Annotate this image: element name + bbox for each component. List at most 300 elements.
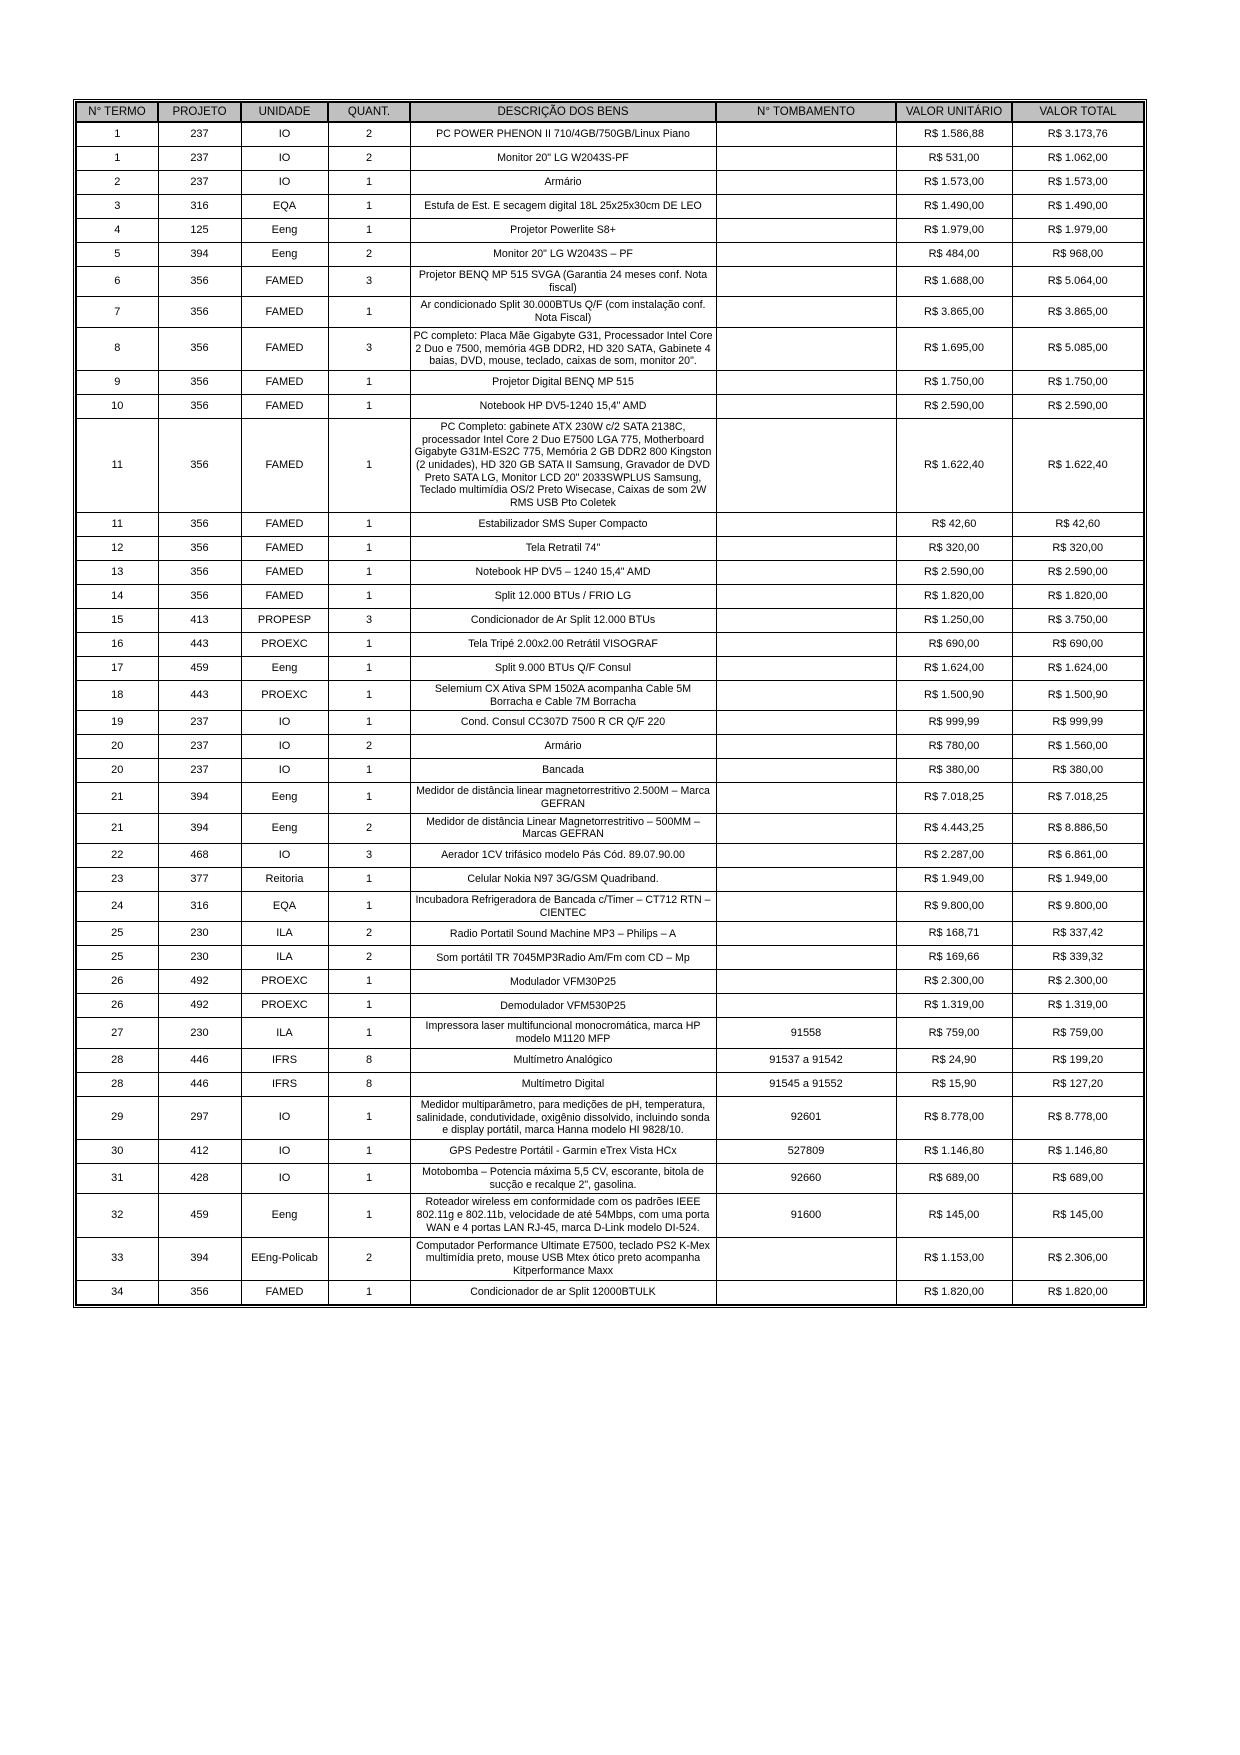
cell-unidade: FAMED: [241, 327, 328, 370]
cell-unidade: FAMED: [241, 584, 328, 608]
cell-tombamento: [716, 327, 896, 370]
cell-valor-total: R$ 7.018,25: [1012, 783, 1144, 813]
cell-projeto: 394: [158, 783, 241, 813]
cell-tombamento: [716, 560, 896, 584]
cell-valor-unitario: R$ 2.590,00: [896, 560, 1012, 584]
cell-valor-total: R$ 339,32: [1012, 946, 1144, 970]
cell-valor-unitario: R$ 999,99: [896, 711, 1012, 735]
cell-tombamento: [716, 512, 896, 536]
cell-valor-unitario: R$ 759,00: [896, 1018, 1012, 1048]
cell-termo: 10: [76, 394, 158, 418]
cell-termo: 29: [76, 1096, 158, 1139]
table-row: [76, 892, 1144, 922]
cell-valor-total: R$ 6.861,00: [1012, 844, 1144, 868]
cell-projeto: 237: [158, 711, 241, 735]
cell-valor-total: R$ 1.500,90: [1012, 680, 1144, 710]
cell-projeto: 356: [158, 297, 241, 327]
cell-termo: 23: [76, 868, 158, 892]
cell-unidade: IO: [241, 759, 328, 783]
cell-termo: 12: [76, 536, 158, 560]
cell-termo: 15: [76, 608, 158, 632]
table-row: [76, 195, 1144, 219]
table-row: [76, 1280, 1144, 1305]
table-row: [76, 327, 1144, 370]
cell-quant: 1: [328, 868, 410, 892]
cell-valor-unitario: R$ 1.586,88: [896, 122, 1012, 147]
table-row: [76, 632, 1144, 656]
cell-valor-unitario: R$ 1.500,90: [896, 680, 1012, 710]
cell-projeto: 356: [158, 370, 241, 394]
table-row: [76, 1096, 1144, 1139]
cell-tombamento: [716, 370, 896, 394]
cell-termo: 21: [76, 813, 158, 843]
cell-valor-unitario: R$ 1.695,00: [896, 327, 1012, 370]
cell-valor-total: R$ 127,20: [1012, 1072, 1144, 1096]
cell-tombamento: [716, 970, 896, 994]
cell-projeto: 428: [158, 1163, 241, 1193]
table-body: [76, 122, 1144, 1305]
cell-descricao: Projetor Powerlite S8+: [410, 219, 716, 243]
cell-valor-unitario: R$ 1.490,00: [896, 195, 1012, 219]
cell-valor-total: R$ 1.490,00: [1012, 195, 1144, 219]
cell-termo: 4: [76, 219, 158, 243]
cell-valor-unitario: R$ 7.018,25: [896, 783, 1012, 813]
cell-valor-unitario: R$ 15,90: [896, 1072, 1012, 1096]
cell-unidade: PROEXC: [241, 970, 328, 994]
cell-valor-total: R$ 199,20: [1012, 1048, 1144, 1072]
cell-descricao: Split 9.000 BTUs Q/F Consul: [410, 656, 716, 680]
cell-tombamento: [716, 608, 896, 632]
cell-quant: 1: [328, 711, 410, 735]
cell-quant: 2: [328, 922, 410, 946]
cell-projeto: 446: [158, 1048, 241, 1072]
table-row: [76, 608, 1144, 632]
table-row: [76, 783, 1144, 813]
cell-valor-total: R$ 3.750,00: [1012, 608, 1144, 632]
cell-termo: 3: [76, 195, 158, 219]
cell-valor-unitario: R$ 320,00: [896, 536, 1012, 560]
cell-descricao: Som portátil TR 7045MP3Radio Am/Fm com CD – Mp: [410, 946, 716, 970]
cell-termo: 16: [76, 632, 158, 656]
cell-quant: 1: [328, 1018, 410, 1048]
cell-descricao: Notebook HP DV5 – 1240 15,4" AMD: [410, 560, 716, 584]
cell-tombamento: 92660: [716, 1163, 896, 1193]
cell-quant: 1: [328, 370, 410, 394]
cell-projeto: 492: [158, 994, 241, 1018]
cell-descricao: Estufa de Est. E secagem digital 18L 25x25x30cm DE LEO: [410, 195, 716, 219]
col-header-valor-unitario: VALOR UNITÁRIO: [896, 102, 1012, 122]
cell-valor-unitario: R$ 169,66: [896, 946, 1012, 970]
cell-descricao: Projetor BENQ MP 515 SVGA (Garantia 24 meses conf. Nota fiscal): [410, 267, 716, 297]
cell-projeto: 394: [158, 813, 241, 843]
cell-projeto: 316: [158, 892, 241, 922]
cell-valor-unitario: R$ 1.153,00: [896, 1237, 1012, 1280]
cell-tombamento: [716, 813, 896, 843]
cell-termo: 18: [76, 680, 158, 710]
cell-valor-unitario: R$ 380,00: [896, 759, 1012, 783]
cell-projeto: 356: [158, 267, 241, 297]
cell-unidade: FAMED: [241, 512, 328, 536]
cell-tombamento: [716, 922, 896, 946]
cell-tombamento: [716, 735, 896, 759]
cell-quant: 2: [328, 813, 410, 843]
cell-valor-unitario: R$ 1.979,00: [896, 219, 1012, 243]
cell-projeto: 356: [158, 512, 241, 536]
cell-descricao: Tela Tripé 2.00x2.00 Retrátil VISOGRAF: [410, 632, 716, 656]
cell-termo: 5: [76, 243, 158, 267]
cell-tombamento: [716, 394, 896, 418]
cell-unidade: IO: [241, 1139, 328, 1163]
cell-unidade: FAMED: [241, 1280, 328, 1305]
cell-tombamento: [716, 1280, 896, 1305]
cell-termo: 20: [76, 759, 158, 783]
cell-valor-unitario: R$ 1.573,00: [896, 171, 1012, 195]
cell-descricao: Condicionador de ar Split 12000BTULK: [410, 1280, 716, 1305]
cell-projeto: 356: [158, 1280, 241, 1305]
cell-quant: 1: [328, 970, 410, 994]
table-row: [76, 1139, 1144, 1163]
cell-unidade: ILA: [241, 922, 328, 946]
cell-valor-total: R$ 689,00: [1012, 1163, 1144, 1193]
cell-descricao: Bancada: [410, 759, 716, 783]
cell-valor-total: R$ 8.886,50: [1012, 813, 1144, 843]
cell-termo: 28: [76, 1048, 158, 1072]
cell-tombamento: [716, 868, 896, 892]
cell-tombamento: [716, 243, 896, 267]
cell-unidade: IO: [241, 1096, 328, 1139]
cell-descricao: Computador Performance Ultimate E7500, teclado PS2 K-Mex multimídia preto, mouse USB Mtex ótico preto acompanha Kitperformance Maxx: [410, 1237, 716, 1280]
cell-valor-total: R$ 1.573,00: [1012, 171, 1144, 195]
table-row: [76, 297, 1144, 327]
cell-valor-total: R$ 1.949,00: [1012, 868, 1144, 892]
cell-quant: 1: [328, 1139, 410, 1163]
cell-tombamento: [716, 783, 896, 813]
cell-quant: 1: [328, 394, 410, 418]
cell-valor-unitario: R$ 1.820,00: [896, 1280, 1012, 1305]
cell-quant: 3: [328, 327, 410, 370]
cell-descricao: Notebook HP DV5-1240 15,4" AMD: [410, 394, 716, 418]
cell-termo: 1: [76, 147, 158, 171]
cell-termo: 2: [76, 171, 158, 195]
cell-unidade: FAMED: [241, 297, 328, 327]
table-row: [76, 922, 1144, 946]
cell-quant: 1: [328, 1280, 410, 1305]
cell-termo: 25: [76, 946, 158, 970]
cell-descricao: Medidor multiparâmetro, para medições de pH, temperatura, salinidade, condutividade, oxigênio dissolvido, incluindo sonda e display portátil, marca Hanna modelo HI 9828/10.: [410, 1096, 716, 1139]
cell-descricao: Monitor 20" LG W2043S – PF: [410, 243, 716, 267]
cell-projeto: 356: [158, 418, 241, 512]
cell-valor-total: R$ 1.622,40: [1012, 418, 1144, 512]
cell-quant: 2: [328, 735, 410, 759]
cell-termo: 19: [76, 711, 158, 735]
cell-unidade: FAMED: [241, 370, 328, 394]
cell-quant: 1: [328, 297, 410, 327]
table-row: [76, 267, 1144, 297]
cell-descricao: Cond. Consul CC307D 7500 R CR Q/F 220: [410, 711, 716, 735]
cell-valor-unitario: R$ 168,71: [896, 922, 1012, 946]
cell-valor-total: R$ 2.300,00: [1012, 970, 1144, 994]
cell-tombamento: [716, 297, 896, 327]
cell-projeto: 237: [158, 171, 241, 195]
cell-projeto: 356: [158, 584, 241, 608]
cell-valor-total: R$ 1.062,00: [1012, 147, 1144, 171]
cell-quant: 1: [328, 195, 410, 219]
cell-valor-total: R$ 3.865,00: [1012, 297, 1144, 327]
cell-descricao: Multímetro Analógico: [410, 1048, 716, 1072]
cell-termo: 7: [76, 297, 158, 327]
cell-tombamento: [716, 584, 896, 608]
cell-projeto: 446: [158, 1072, 241, 1096]
cell-quant: 3: [328, 844, 410, 868]
table-row: [76, 994, 1144, 1018]
cell-descricao: Monitor 20" LG W2043S-PF: [410, 147, 716, 171]
cell-valor-unitario: R$ 1.820,00: [896, 584, 1012, 608]
cell-projeto: 356: [158, 394, 241, 418]
cell-tombamento: [716, 171, 896, 195]
cell-valor-unitario: R$ 1.949,00: [896, 868, 1012, 892]
cell-quant: 1: [328, 171, 410, 195]
cell-termo: 21: [76, 783, 158, 813]
cell-unidade: IO: [241, 844, 328, 868]
cell-valor-unitario: R$ 42,60: [896, 512, 1012, 536]
cell-valor-unitario: R$ 1.622,40: [896, 418, 1012, 512]
cell-projeto: 230: [158, 1018, 241, 1048]
cell-valor-unitario: R$ 3.865,00: [896, 297, 1012, 327]
cell-quant: 1: [328, 512, 410, 536]
cell-projeto: 237: [158, 147, 241, 171]
table-row: [76, 243, 1144, 267]
cell-quant: 3: [328, 267, 410, 297]
cell-unidade: Eeng: [241, 656, 328, 680]
cell-projeto: 459: [158, 1194, 241, 1237]
inventory-table: [73, 99, 1147, 1308]
table-row: [76, 171, 1144, 195]
table-row: [76, 122, 1144, 147]
cell-tombamento: [716, 656, 896, 680]
cell-quant: 1: [328, 584, 410, 608]
table-row: [76, 147, 1144, 171]
cell-descricao: Radio Portatil Sound Machine MP3 – Philips – A: [410, 922, 716, 946]
cell-unidade: IO: [241, 735, 328, 759]
cell-termo: 28: [76, 1072, 158, 1096]
cell-termo: 14: [76, 584, 158, 608]
cell-tombamento: [716, 892, 896, 922]
cell-projeto: 394: [158, 1237, 241, 1280]
cell-unidade: FAMED: [241, 267, 328, 297]
cell-projeto: 492: [158, 970, 241, 994]
cell-tombamento: [716, 711, 896, 735]
cell-termo: 25: [76, 922, 158, 946]
cell-quant: 1: [328, 632, 410, 656]
header-row: [76, 102, 1144, 122]
table-row: [76, 735, 1144, 759]
cell-valor-total: R$ 320,00: [1012, 536, 1144, 560]
cell-unidade: IO: [241, 1163, 328, 1193]
cell-unidade: Eeng: [241, 783, 328, 813]
cell-unidade: IO: [241, 147, 328, 171]
cell-valor-unitario: R$ 2.590,00: [896, 394, 1012, 418]
cell-tombamento: [716, 759, 896, 783]
col-header-unidade: UNIDADE: [241, 102, 328, 122]
cell-unidade: FAMED: [241, 560, 328, 584]
cell-tombamento: [716, 147, 896, 171]
cell-projeto: 468: [158, 844, 241, 868]
cell-unidade: IO: [241, 711, 328, 735]
cell-projeto: 443: [158, 632, 241, 656]
col-header-quant: QUANT.: [328, 102, 410, 122]
cell-valor-total: R$ 2.590,00: [1012, 394, 1144, 418]
cell-termo: 17: [76, 656, 158, 680]
cell-valor-unitario: R$ 1.319,00: [896, 994, 1012, 1018]
cell-unidade: Eeng: [241, 1194, 328, 1237]
cell-tombamento: 91600: [716, 1194, 896, 1237]
cell-unidade: FAMED: [241, 418, 328, 512]
cell-quant: 3: [328, 608, 410, 632]
cell-valor-total: R$ 1.319,00: [1012, 994, 1144, 1018]
cell-valor-total: R$ 380,00: [1012, 759, 1144, 783]
cell-valor-unitario: R$ 2.300,00: [896, 970, 1012, 994]
cell-descricao: PC POWER PHENON II 710/4GB/750GB/Linux Piano: [410, 122, 716, 147]
cell-valor-total: R$ 42,60: [1012, 512, 1144, 536]
cell-tombamento: 91545 a 91552: [716, 1072, 896, 1096]
cell-termo: 26: [76, 994, 158, 1018]
cell-valor-unitario: R$ 484,00: [896, 243, 1012, 267]
table-row: [76, 656, 1144, 680]
cell-descricao: PC completo: Placa Mãe Gigabyte G31, Processador Intel Core 2 Duo e 7500, memória 4GB DDR2, HD 320 SATA, Gabinete 4 baias, DVD, mouse, teclado, caixas de som, monitor 20".: [410, 327, 716, 370]
cell-descricao: PC Completo: gabinete ATX 230W c/2 SATA 2138C, processador Intel Core 2 Duo E7500 LGA 775, Motherboard Gigabyte G31M-ES2C 775, Memória 2 GB DDR2 800 Kingston (2 unidades), HD 320 GB SATA II Samsung, Gravador de DVD Preto SATA LG, Monitor LCD 20" 2033SWPLUS Samsung, Teclado multimídia OS/2 Preto Wisecase, Caixas de som 2W RMS USB Pto Coletek: [410, 418, 716, 512]
cell-unidade: Reitoria: [241, 868, 328, 892]
cell-unidade: EQA: [241, 195, 328, 219]
cell-quant: 2: [328, 1237, 410, 1280]
cell-quant: 1: [328, 680, 410, 710]
cell-termo: 32: [76, 1194, 158, 1237]
cell-tombamento: [716, 536, 896, 560]
cell-quant: 1: [328, 1096, 410, 1139]
cell-descricao: Celular Nokia N97 3G/GSM Quadriband.: [410, 868, 716, 892]
cell-unidade: Eeng: [241, 243, 328, 267]
table-row: [76, 1018, 1144, 1048]
cell-unidade: PROEXC: [241, 680, 328, 710]
cell-valor-unitario: R$ 9.800,00: [896, 892, 1012, 922]
goods-table: [75, 101, 1145, 1306]
cell-valor-unitario: R$ 1.624,00: [896, 656, 1012, 680]
col-header-termo: N° TERMO: [76, 102, 158, 122]
table-row: [76, 844, 1144, 868]
cell-valor-total: R$ 5.085,00: [1012, 327, 1144, 370]
cell-tombamento: [716, 632, 896, 656]
cell-valor-total: R$ 1.624,00: [1012, 656, 1144, 680]
cell-unidade: IFRS: [241, 1048, 328, 1072]
cell-valor-unitario: R$ 1.146,80: [896, 1139, 1012, 1163]
cell-valor-total: R$ 2.590,00: [1012, 560, 1144, 584]
cell-tombamento: 91558: [716, 1018, 896, 1048]
cell-unidade: Eeng: [241, 219, 328, 243]
cell-projeto: 237: [158, 735, 241, 759]
cell-tombamento: [716, 122, 896, 147]
cell-projeto: 316: [158, 195, 241, 219]
cell-descricao: Demodulador VFM530P25: [410, 994, 716, 1018]
table-row: [76, 970, 1144, 994]
cell-termo: 11: [76, 512, 158, 536]
table-row: [76, 584, 1144, 608]
cell-projeto: 356: [158, 327, 241, 370]
cell-tombamento: [716, 994, 896, 1018]
cell-valor-unitario: R$ 8.778,00: [896, 1096, 1012, 1139]
cell-projeto: 356: [158, 560, 241, 584]
table-row: [76, 946, 1144, 970]
cell-unidade: IO: [241, 122, 328, 147]
cell-tombamento: 92601: [716, 1096, 896, 1139]
cell-valor-unitario: R$ 780,00: [896, 735, 1012, 759]
table-row: [76, 711, 1144, 735]
cell-valor-total: R$ 999,99: [1012, 711, 1144, 735]
cell-descricao: Armário: [410, 171, 716, 195]
table-row: [76, 1237, 1144, 1280]
cell-termo: 26: [76, 970, 158, 994]
cell-valor-unitario: R$ 689,00: [896, 1163, 1012, 1193]
cell-unidade: IO: [241, 171, 328, 195]
table-row: [76, 813, 1144, 843]
cell-quant: 1: [328, 1194, 410, 1237]
cell-descricao: Split 12.000 BTUs / FRIO LG: [410, 584, 716, 608]
cell-tombamento: [716, 946, 896, 970]
cell-quant: 1: [328, 759, 410, 783]
cell-termo: 13: [76, 560, 158, 584]
cell-tombamento: [716, 844, 896, 868]
cell-projeto: 459: [158, 656, 241, 680]
cell-descricao: Incubadora Refrigeradora de Bancada c/Timer – CT712 RTN – CIENTEC: [410, 892, 716, 922]
cell-unidade: PROEXC: [241, 994, 328, 1018]
cell-unidade: PROPESP: [241, 608, 328, 632]
cell-descricao: Aerador 1CV trifásico modelo Pás Cód. 89.07.90.00: [410, 844, 716, 868]
cell-quant: 2: [328, 946, 410, 970]
cell-termo: 27: [76, 1018, 158, 1048]
cell-termo: 31: [76, 1163, 158, 1193]
cell-quant: 1: [328, 219, 410, 243]
cell-valor-total: R$ 1.820,00: [1012, 1280, 1144, 1305]
cell-quant: 1: [328, 994, 410, 1018]
cell-valor-unitario: R$ 1.688,00: [896, 267, 1012, 297]
cell-projeto: 230: [158, 946, 241, 970]
cell-quant: 2: [328, 122, 410, 147]
col-header-tombamento: N° TOMBAMENTO: [716, 102, 896, 122]
cell-projeto: 297: [158, 1096, 241, 1139]
cell-projeto: 230: [158, 922, 241, 946]
cell-quant: 1: [328, 656, 410, 680]
cell-unidade: EEng-Policab: [241, 1237, 328, 1280]
cell-descricao: Projetor Digital BENQ MP 515: [410, 370, 716, 394]
cell-tombamento: 91537 a 91542: [716, 1048, 896, 1072]
table-row: [76, 560, 1144, 584]
cell-quant: 1: [328, 560, 410, 584]
cell-tombamento: [716, 680, 896, 710]
cell-valor-total: R$ 145,00: [1012, 1194, 1144, 1237]
cell-descricao: Condicionador de Ar Split 12.000 BTUs: [410, 608, 716, 632]
table-row: [76, 680, 1144, 710]
cell-descricao: Ar condicionado Split 30.000BTUs Q/F (com instalação conf. Nota Fiscal): [410, 297, 716, 327]
cell-termo: 1: [76, 122, 158, 147]
cell-quant: 2: [328, 147, 410, 171]
cell-quant: 1: [328, 892, 410, 922]
cell-valor-total: R$ 1.820,00: [1012, 584, 1144, 608]
cell-projeto: 377: [158, 868, 241, 892]
cell-valor-total: R$ 1.750,00: [1012, 370, 1144, 394]
table-row: [76, 1048, 1144, 1072]
table-row: [76, 219, 1144, 243]
cell-unidade: ILA: [241, 1018, 328, 1048]
cell-unidade: FAMED: [241, 394, 328, 418]
cell-projeto: 237: [158, 759, 241, 783]
